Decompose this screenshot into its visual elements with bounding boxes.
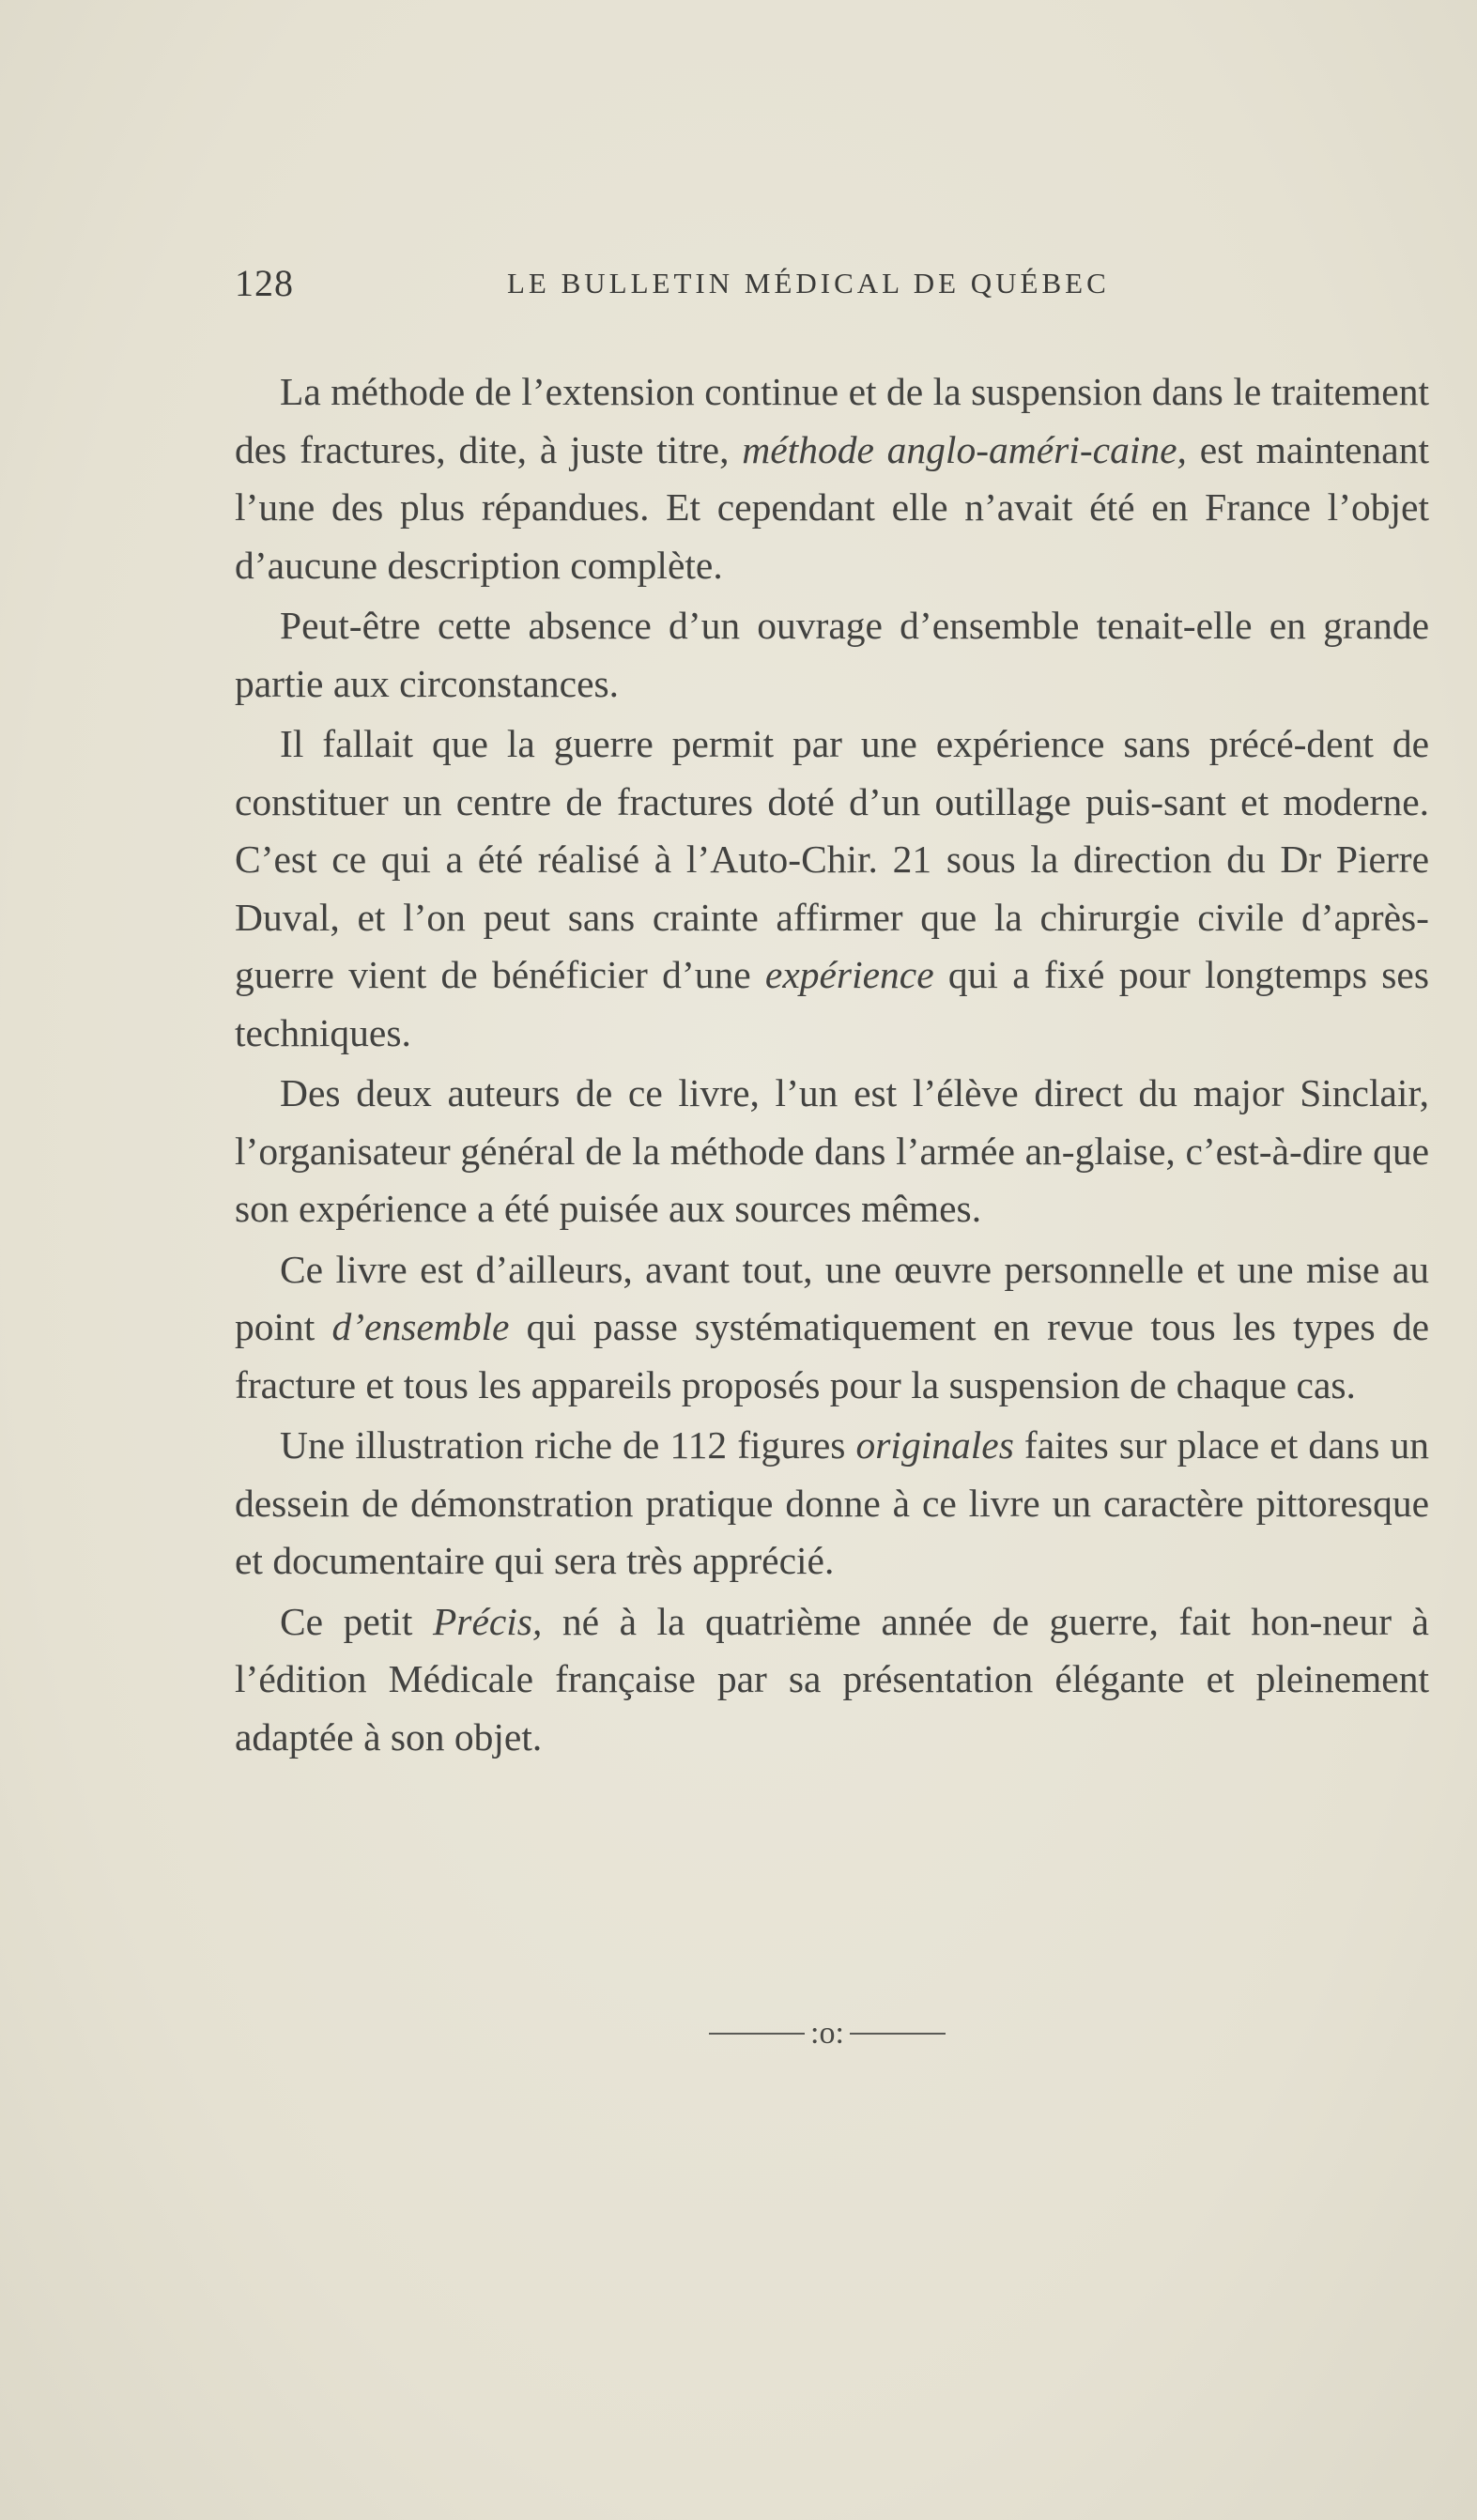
italic-text: Précis, [432,1599,543,1643]
italic-text: originales [855,1423,1014,1467]
paragraph-text: est maintenant l’une des plus répandues. Et cependant elle n’avait été en France l’objet d’aucune description complète. [235,427,1430,587]
article-body [235,363,1429,1766]
paragraph [235,1593,1429,1767]
paragraph-text: qui passe systématiquement en revue tous les types de fracture et tous les appareils proposés pour la suspension de chaque cas. [235,1305,1429,1406]
paragraph [235,1065,1429,1238]
separator-rule-right [850,2033,946,2035]
page-number: 128 [235,262,294,304]
paragraph-text: La méthode de l’extension continue et de la suspension dans le traitement des fractures, dite, à juste titre, [235,370,1429,471]
paragraph [235,715,1429,1062]
paragraph-text: Des deux auteurs de ce livre, l’un est l’élève direct du major Sinclair, l’organisateur général de la méthode dans l’armée an-glaise, c’est-à-dire que son expérience a été puisée aux sources mêmes. [235,1071,1429,1230]
section-separator [709,2015,946,2052]
paragraph-text: né à la quatrième année de guerre, fait hon-neur à l’édition Médicale française par sa présentation élégante et pleinement adaptée à son objet. [235,1599,1429,1759]
paragraph-text: Une illustration riche de 112 figures [280,1423,856,1467]
running-head: LE BULLETIN MÉDICAL DE QUÉBEC [507,267,1110,300]
separator-mark: :o: [810,2016,844,2051]
italic-text: méthode anglo-améri-caine, [742,427,1187,471]
paragraph [235,597,1429,713]
paragraph-text: Ce petit [280,1599,433,1643]
paragraph [235,1241,1429,1415]
paragraph-text: Peut-être cette absence d’un ouvrage d’ensemble tenait-elle en grande partie aux circonstances. [235,604,1429,705]
paragraph-text: faites sur place et dans un dessein de démonstration pratique donne à ce livre un caractère pittoresque et documentaire qui sera très apprécié. [235,1423,1429,1582]
italic-text: expérience [764,953,934,996]
paragraph [235,1417,1429,1590]
paragraph-text: qui a fixé pour longtemps ses techniques. [235,953,1429,1054]
separator-rule-left [709,2033,805,2035]
italic-text: d’ensemble [331,1305,510,1348]
paragraph-text: Ce livre est d’ailleurs, avant tout, une œuvre personnelle et une mise au point [235,1247,1429,1348]
page-header [235,261,1244,308]
paragraph [235,363,1429,594]
paragraph-text: Il fallait que la guerre permit par une expérience sans précé-dent de constituer un centre de fractures doté d’un outillage puis-sant et moderne. C’est ce qui a été réalisé à l’Auto-Chir. 21 sous la direction du Dr Pierre Duval, et l’on peut sans crainte affirmer que la chirurgie civile d’après-guerre vient de bénéficier d’une [235,722,1429,996]
